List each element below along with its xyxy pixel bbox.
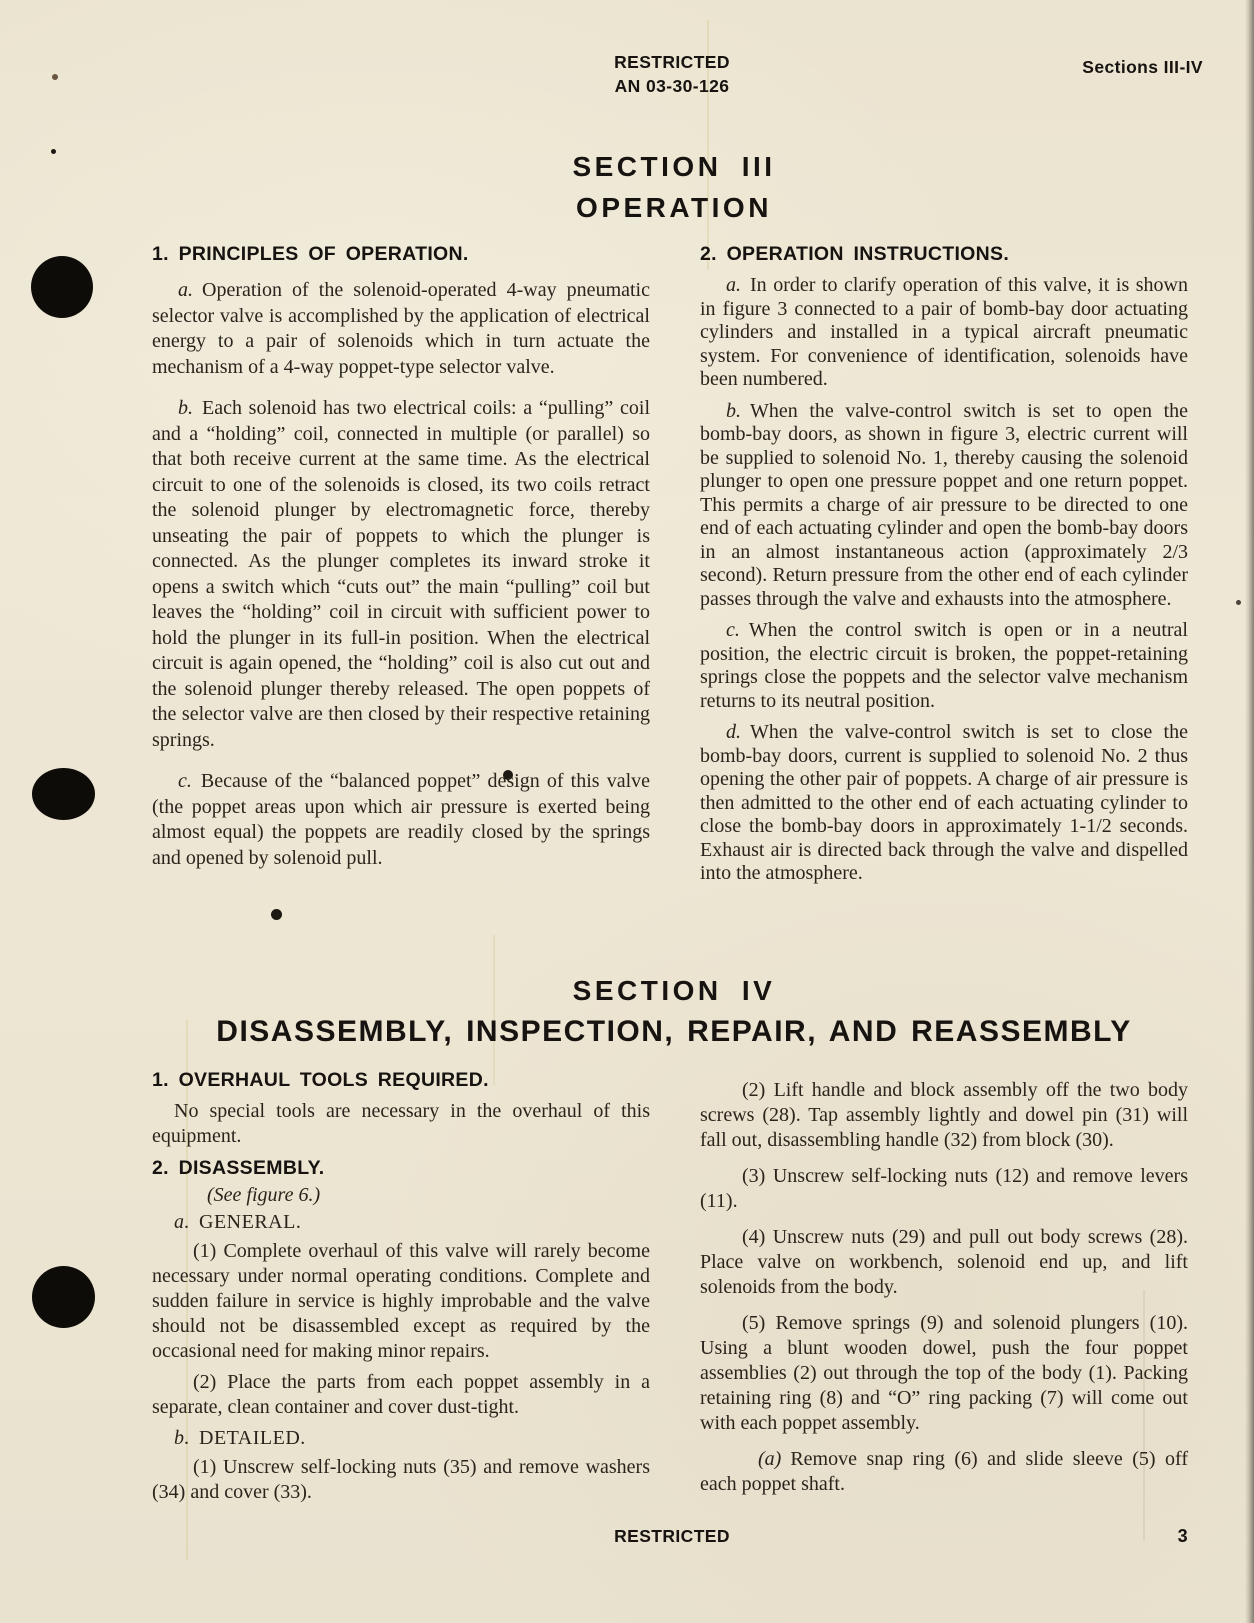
section3-title: SECTION III bbox=[572, 151, 776, 182]
doc-number: AN 03-30-126 bbox=[614, 76, 730, 96]
paragraph-text: When the control switch is open or in a neutral position, the electric circuit is broken, the poppet-retaining springs close the poppets and the selector valve mechanism returns to its neutral position. bbox=[700, 619, 1188, 712]
paragraph-text: Operation of the solenoid-operated 4-way pneumatic selector valve is accomplished by the application of electrical energy to a pair of solenoids which in turn actuate the mechanism of a 4-way poppet-type selector valve. bbox=[152, 279, 650, 378]
heading-overhaul-tools: 1. OVERHAUL TOOLS REQUIRED. bbox=[152, 1069, 489, 1091]
paragraph-letter: b. bbox=[174, 1427, 190, 1449]
punch-hole-mark bbox=[32, 1266, 95, 1328]
see-figure-reference: (See figure 6.) bbox=[207, 1184, 321, 1206]
paragraph-general-2: (2) Place the parts from each poppet assembly in a separate, clean container and cover dust-tight. bbox=[152, 1371, 650, 1418]
heading-disassembly: 2. DISASSEMBLY. bbox=[152, 1157, 325, 1179]
paragraph-text: When the valve-control switch is set to open the bomb-bay doors, as shown in figure 3, electric current will be supplied to solenoid No. 1, thereby causing the solenoid plunger to open one pressure poppet and one return poppet. This permits a charge of air pressure to be directed to one end of each actuating cylinder and open the bomb-bay doors in an almost instantaneous action (approximately 2/3 second). Return pressure from the other end of each cylinder passes through the valve and exhausts into the atmosphere. bbox=[700, 399, 1188, 610]
ink-speck bbox=[51, 149, 56, 154]
heading-principles-of-operation: 1. PRINCIPLES OF OPERATION. bbox=[152, 243, 469, 265]
ink-speck bbox=[1236, 600, 1241, 605]
paragraph-instructions-a bbox=[700, 274, 1188, 392]
paragraph-letter: c. bbox=[178, 770, 192, 792]
subheading-detailed bbox=[152, 1426, 650, 1451]
paragraph-detailed-5a bbox=[700, 1447, 1188, 1497]
section3-left-column bbox=[152, 242, 650, 871]
page-number: 3 bbox=[1177, 1526, 1188, 1546]
paragraph-letter: d. bbox=[726, 721, 741, 743]
page-edge-shadow bbox=[1245, 0, 1254, 1623]
section4-right-column bbox=[700, 1068, 1188, 1497]
paragraph-principles-a bbox=[152, 278, 650, 380]
section4-left-column bbox=[152, 1068, 650, 1505]
heading-operation-instructions: 2. OPERATION INSTRUCTIONS. bbox=[700, 243, 1010, 265]
section4-subtitle: DISASSEMBLY, INSPECTION, REPAIR, AND REASSEMBLY bbox=[216, 1015, 1132, 1048]
paragraph-letter: c. bbox=[726, 619, 740, 641]
paragraph-text: Remove snap ring (6) and slide sleeve (5) off each poppet shaft. bbox=[700, 1448, 1188, 1495]
paragraph-instructions-d bbox=[700, 721, 1188, 886]
paragraph-letter: a. bbox=[178, 279, 193, 301]
section3-subtitle: OPERATION bbox=[576, 192, 772, 223]
paragraph-instructions-c bbox=[700, 619, 1188, 713]
paragraph-letter: a. bbox=[174, 1211, 190, 1233]
paragraph-letter: (a) bbox=[758, 1448, 782, 1470]
ink-speck bbox=[52, 74, 58, 80]
ink-speck bbox=[271, 909, 282, 920]
section4-title-block bbox=[94, 970, 1254, 1053]
section3-title-block bbox=[94, 146, 1254, 228]
paragraph-detailed-1: (1) Unscrew self-locking nuts (35) and remove washers (34) and cover (33). bbox=[152, 1456, 650, 1503]
paragraph-tools: No special tools are necessary in the overhaul of this equipment. bbox=[152, 1100, 650, 1147]
section3-right-column bbox=[700, 242, 1188, 886]
paragraph-principles-c bbox=[152, 769, 650, 871]
subheading-text: DETAILED. bbox=[199, 1427, 306, 1449]
header-section-ref: Sections III-IV bbox=[1082, 57, 1203, 77]
paragraph-text: Each solenoid has two electrical coils: a “pulling” coil and a “holding” coil, connected in multiple (or parallel) so that both receive current at the same time. As the electrical circuit to one of the solenoids is closed, its two coils retract the solenoid plunger by electromagnetic force, thereby unseating the pair of poppets to which the plunger is connected. As the plunger completes its inward stroke it opens a switch which “cuts out” the main “pulling” coil but leaves the “holding” coil in circuit with sufficient power to hold the plunger in its full-in position. When the electrical circuit is again opened, the “holding” coil is also cut out and the solenoid plunger thereby released. The open poppets of the selector valve are then closed by their respective retaining springs. bbox=[152, 397, 650, 751]
paragraph-detailed-3: (3) Unscrew self-locking nuts (12) and remove levers (11). bbox=[700, 1165, 1188, 1212]
paragraph-text: In order to clarify operation of this valve, it is shown in figure 3 connected to a pair of bomb-bay door actuating cylinders and installed in a typical aircraft pneumatic system. For convenience of identification, solenoids have been numbered. bbox=[700, 274, 1188, 390]
paragraph-instructions-b bbox=[700, 400, 1188, 612]
subheading-text: GENERAL. bbox=[199, 1211, 302, 1233]
paragraph-text: Because of the “balanced poppet” design of this valve (the poppet areas upon which air pressure is exerted being almost equal) the poppets are readily closed by the springs and opened by solenoid pull. bbox=[152, 770, 650, 869]
paragraph-detailed-4: (4) Unscrew nuts (29) and pull out body screws (28). Place valve on workbench, solenoid end up, and lift solenoids from the body. bbox=[700, 1226, 1188, 1298]
paragraph-letter: a. bbox=[726, 274, 741, 296]
paragraph-general-1: (1) Complete overhaul of this valve will rarely become necessary under normal operating conditions. Complete and sudden failure in service is highly improbable and the valve should not be disassembled except as required by the occasional need for making minor repairs. bbox=[152, 1240, 650, 1362]
paragraph-letter: b. bbox=[726, 399, 741, 422]
page-header bbox=[472, 50, 872, 98]
paragraph-text: When the valve-control switch is set to close the bomb-bay doors, current is supplied to solenoid No. 2 thus opening the other pair of poppets. A charge of air pressure is then admitted to the other end of each actuating cylinder to close the bomb-bay doors in approximately 1-1/2 seconds. Exhaust air is directed back through the valve and dispelled into the atmosphere. bbox=[700, 721, 1188, 884]
paragraph-detailed-2: (2) Lift handle and block assembly off the two body screws (28). Tap assembly lightly and dowel pin (31) will fall out, disassembling handle (32) from block (30). bbox=[700, 1079, 1188, 1151]
footer-restricted-stamp: RESTRICTED bbox=[614, 1526, 730, 1546]
punch-hole-mark bbox=[31, 256, 93, 318]
paragraph-detailed-5: (5) Remove springs (9) and solenoid plungers (10). Using a blunt wooden dowel, push the four poppet assemblies (2) out through the top of the body (1). Packing retaining ring (8) and “O” ring packing (7) will come out with each poppet assembly. bbox=[700, 1312, 1188, 1434]
restricted-stamp: RESTRICTED bbox=[614, 52, 730, 72]
subheading-general bbox=[152, 1210, 650, 1235]
punch-hole-mark bbox=[32, 768, 95, 820]
paragraph-letter: b. bbox=[178, 397, 193, 419]
paragraph-principles-b bbox=[152, 396, 650, 753]
section4-title: SECTION IV bbox=[572, 975, 776, 1006]
